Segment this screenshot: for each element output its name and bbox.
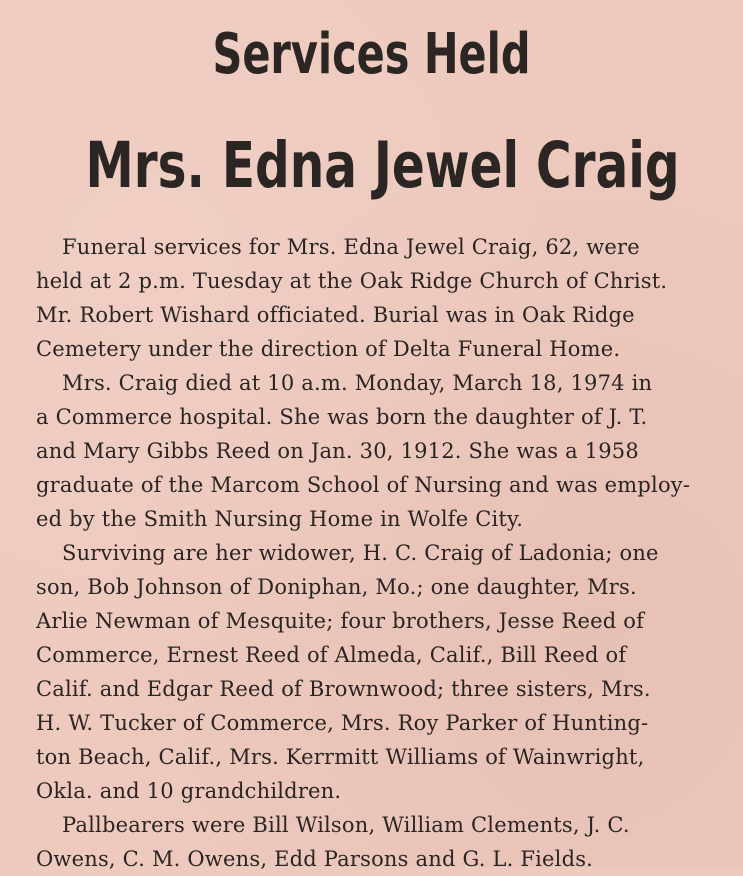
text-line: a Commerce hospital. She was born the daughter of J. T. bbox=[36, 405, 648, 429]
text-line: son, Bob Johnson of Doniphan, Mo.; one daughter, Mrs. bbox=[36, 575, 637, 599]
text-line: and Mary Gibbs Reed on Jan. 30, 1912. She was a 1958 bbox=[36, 439, 639, 463]
text-line: Funeral services for Mrs. Edna Jewel Craig, 62, were bbox=[62, 235, 640, 259]
text-line: Okla. and 10 grandchildren. bbox=[36, 779, 342, 803]
text-line: Mrs. Craig died at 10 a.m. Monday, March 18, 1974 in bbox=[62, 371, 653, 395]
text-line: Commerce, Ernest Reed of Almeda, Calif., Bill Reed of bbox=[36, 643, 627, 667]
text-line: Calif. and Edgar Reed of Brownwood; three sisters, Mrs. bbox=[36, 677, 651, 701]
obituary-body bbox=[36, 230, 726, 876]
text-line: ton Beach, Calif., Mrs. Kerrmitt Williams of Wainwright, bbox=[36, 745, 645, 769]
paragraph-pallbearers bbox=[36, 808, 726, 876]
text-line: Surviving are her widower, H. C. Craig of Ladonia; one bbox=[62, 541, 659, 565]
paragraph-death-details bbox=[36, 366, 726, 536]
text-line: Owens, C. M. Owens, Edd Parsons and G. L. Fields. bbox=[36, 847, 594, 871]
text-line: H. W. Tucker of Commerce, Mrs. Roy Parker of Hunting- bbox=[36, 711, 649, 735]
text-line: Arlie Newman of Mesquite; four brothers, Jesse Reed of bbox=[36, 609, 645, 633]
text-line: held at 2 p.m. Tuesday at the Oak Ridge Church of Christ. bbox=[36, 269, 668, 293]
paragraph-services bbox=[36, 230, 726, 366]
text-line: Mr. Robert Wishard officiated. Burial was in Oak Ridge bbox=[36, 303, 635, 327]
text-line: ed by the Smith Nursing Home in Wolfe City. bbox=[36, 507, 524, 531]
headline-name: Mrs. Edna Jewel Craig bbox=[85, 129, 680, 202]
headline-services-held: Services Held bbox=[212, 22, 531, 87]
text-line: graduate of the Marcom School of Nursing and was employ- bbox=[36, 473, 691, 497]
text-line: Cemetery under the direction of Delta Funeral Home. bbox=[36, 337, 621, 361]
text-line: Pallbearers were Bill Wilson, William Clements, J. C. bbox=[62, 813, 630, 837]
paragraph-survivors bbox=[36, 536, 726, 808]
